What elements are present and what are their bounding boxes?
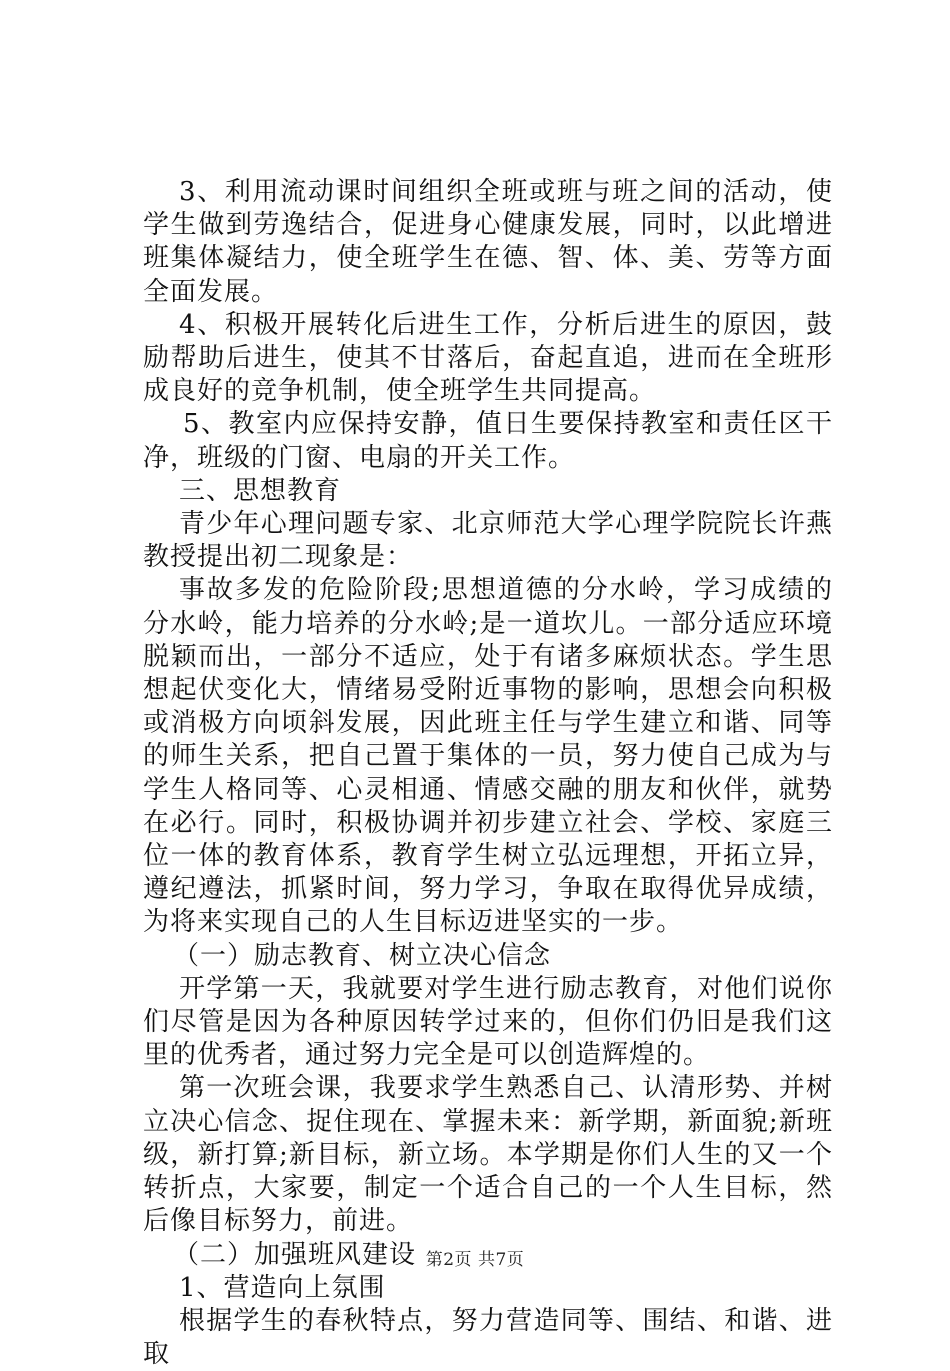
paragraph-expert-quote-intro: 青少年心理问题专家、北京师范大学心理学院院长许燕教授提出初二现象是： [143, 509, 833, 573]
paragraph-item-3: 3、利用流动课时间组织全班或班与班之间的活动，使学生做到劳逸结合，促进身心健康发展，同时，以此增进班集体凝结力，使全班学生在德、智、体、美、劳等方面全面发展。 [143, 177, 833, 307]
subheading-motivation-education: （一）励志教育、树立决心信念 [173, 940, 552, 971]
subheading-positive-atmosphere: 1、营造向上氛围 [179, 1272, 386, 1303]
paragraph-atmosphere-body: 根据学生的春秋特点，努力营造同等、围结、和谐、进取 [143, 1305, 833, 1370]
paragraph-item-5: 5、教室内应保持安静，值日生要保持教室和责任区干净，班级的门窗、电扇的开关工作。 [143, 409, 833, 473]
page-number-footer: 第2页 共7页 [425, 1250, 525, 1270]
paragraph-first-class-meeting: 第一次班会课，我要求学生熟悉自己、认清形势、并树立决心信念、捉住现在、掌握未来：新学期，新面貌;新班级，新打算;新目标，新立场。本学期是你们人生的又一个转折点，大家要，制定一个适合自己的一个人生目标，然后像目标努力，前进。 [143, 1073, 833, 1237]
paragraph-grade-two-phenomenon: 事故多发的危险阶段;思想道德的分水岭，学习成绩的分水岭，能力培养的分水岭;是一道坎儿。一部分适应环境脱颖而出，一部分不适应，处于有诸多麻烦状态。学生思想起伏变化大，情绪易受附近事物的影响，思想会向积极或消极方向顷斜发展，因此班主任与学生建立和谐、同等的师生关系，把自己置于集体的一员，努力使自己成为与学生人格同等、心灵相通、情感交融的朋友和伙伴，就势在必行。同时，积极协调并初步建立社会、学校、家庭三位一体的教育体系，教育学生树立弘远理想，开拓立异，遵纪遵法，抓紧时间，努力学习，争取在取得优异成绩，为将来实现自己的人生目标迈进坚实的一步。 [143, 575, 833, 938]
paragraph-item-4: 4、积极开展转化后进生工作，分析后进生的原因，鼓励帮助后进生，使其不甘落后，奋起直追，进而在全班形成良好的竞争机制，使全班学生共同提高。 [143, 309, 833, 407]
document-body [143, 176, 833, 1371]
paragraph-first-day: 开学第一天，我就要对学生进行励志教育，对他们说你们尽管是因为各种原因转学过来的，但你们仍旧是我们这里的优秀者，通过努力完全是可以创造辉煌的。 [143, 973, 833, 1071]
section-heading-ideology: 三、思想教育 [179, 475, 342, 506]
subheading-class-atmosphere: （二）加强班风建设 [173, 1239, 417, 1270]
